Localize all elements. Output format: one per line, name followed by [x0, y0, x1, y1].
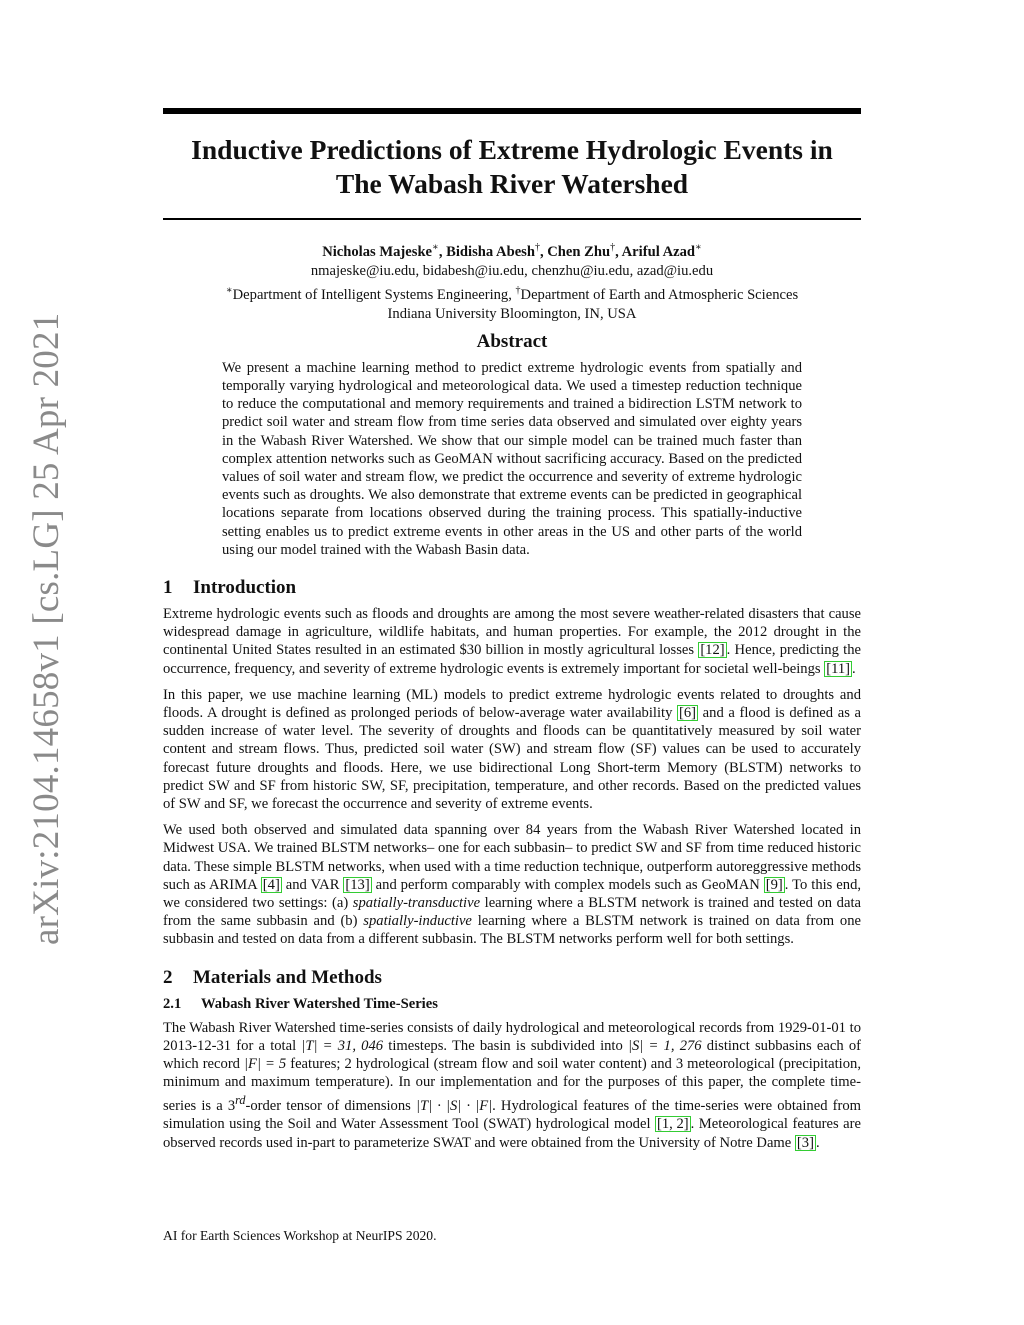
text-run: and VAR — [281, 876, 344, 893]
author-emails: nmajeske@iu.edu, bidabesh@iu.edu, chenzhu@iu.edu, azad@iu.edu — [310, 262, 714, 279]
abstract-text: We present a machine learning method to predict extreme hydrologic events from spatially and temporally varying hydrological and meteorological data. We used a timestep reduction technique to reduce the computational and memory requirements and trained a bidirection LSTM network to predict soil water and stream flow from time series data observed and simulated over eighty years in the Wabash River Watershed. We show that our simple model can be trained much faster than complex attention networks such as GeoMAN without sacrificing accuracy. Based on the predicted values of soil water and stream flow, we predict the occurrence and severity of extreme hydrologic events such as droughts. We also demonstrate that extreme events can be predicted in geographical locations separate from locations observed during the training process. This spatially-inductive setting enables us to predict extreme events in other areas in the US and other parts of the world using our model trained with the Wabash Basin data. — [222, 359, 802, 558]
section-1-number: 1 — [163, 576, 173, 598]
math-superscript: rd — [235, 1093, 246, 1108]
author-4: Ariful Azad — [621, 243, 696, 260]
math-expression: 3 — [227, 1098, 236, 1115]
author-3: Chen Zhu — [547, 243, 611, 260]
section-1-heading — [163, 577, 861, 599]
title-line-1: Inductive Predictions of Extreme Hydrologic Events in — [191, 134, 833, 165]
affiliation-mark-2: † — [515, 284, 521, 296]
text-run: The Wabash River Watershed time-series consists of daily hydrological and meteorological records from 1929-01-01 to 2013-12-31 for a total — [163, 1019, 861, 1054]
subsection-2-1-title: Wabash River Watershed Time-Series — [201, 995, 438, 1012]
author-4-mark: ∗ — [695, 242, 702, 253]
methods-paragraph-1 — [163, 1019, 861, 1152]
citation-link[interactable]: [13] — [345, 876, 370, 893]
text-run: learning where a BLSTM network is trained on data from one subbasin and tested on data from a different subbasin. The BLSTM networks perform well for both settings. — [163, 913, 861, 948]
citation-link[interactable]: [1, 2] — [657, 1116, 689, 1133]
section-2-heading — [163, 967, 861, 989]
citation-link[interactable]: [11] — [826, 660, 850, 677]
citation-link[interactable]: [6] — [679, 704, 697, 721]
intro-paragraph-2 — [163, 686, 861, 813]
affiliation-mark-1: ∗ — [225, 284, 233, 296]
author-university: Indiana University Bloomington, IN, USA — [387, 305, 637, 322]
author-1-mark: ∗ — [432, 242, 439, 253]
text-run: and perform comparably with complex models such as GeoMAN — [371, 876, 764, 893]
intro-paragraph-1 — [163, 605, 861, 678]
abstract-heading: Abstract — [476, 330, 548, 352]
math-expression: |F| = 5 — [244, 1056, 287, 1073]
title-bottom-rule — [163, 218, 861, 220]
title-top-rule — [163, 108, 861, 114]
text-run: timesteps. The basin is subdivided into — [383, 1037, 628, 1054]
text-run: . — [815, 1134, 820, 1151]
arxiv-identifier-stamp: arXiv:2104.14658v1 [cs.LG] 25 Apr 2021 — [26, 312, 67, 945]
subsection-2-1-number: 2.1 — [163, 995, 182, 1012]
math-expression: |S| = 1, 276 — [627, 1037, 702, 1054]
text-run: . Hydrological features of the time-series were obtained from simulation using the Soil and Water Assessment Tool (SWAT) hydrological model — [163, 1098, 861, 1133]
paper-title — [163, 133, 861, 201]
math-expression: |T| = 31, 046 — [301, 1037, 384, 1054]
author-1: Nicholas Majeske — [322, 243, 433, 260]
section-2-number: 2 — [163, 966, 173, 988]
emphasis-term: spatially-inductive — [363, 913, 472, 930]
subsection-2-1-heading — [163, 995, 861, 1013]
intro-paragraph-3 — [163, 821, 861, 948]
author-affiliations — [163, 281, 861, 305]
emphasis-term: spatially-transductive — [352, 895, 481, 911]
text-run: features; 2 hydrological (stream flow and soil water content) and 3 meteorological (precipitation, minimum and maximum temperature). In our implementation and for the purposes of this paper, the complete time-series is a — [163, 1056, 861, 1115]
citation-link[interactable]: [9] — [765, 876, 783, 893]
text-run: . Meteorological features are observed records used in-part to parameterize SWAT and were obtained from the University of Notre Dame — [163, 1116, 861, 1151]
author-names: Nicholas Majeske∗, Bidisha Abesh†, Chen Zhu†, Ariful Azad∗ — [322, 242, 702, 260]
text-run: . — [851, 660, 856, 677]
workshop-footnote: AI for Earth Sciences Workshop at NeurIPS 2020. — [163, 1228, 437, 1243]
affiliation-1: Department of Intelligent Systems Engineering, — [232, 286, 516, 303]
author-2: Bidisha Abesh — [446, 243, 535, 260]
text-run: Extreme hydrologic events such as floods and droughts are among the most severe weather-related disasters that cause widespread damage in agriculture, wildlife habitats, and human properties. For example, the 2012 drought in the continental United States resulted in an estimated $30 billion in mostly agricultural losses — [163, 605, 861, 659]
text-run: . Hence, predicting the occurrence, frequency, and severity of extreme hydrologic events is extremely important for societal well-beings — [163, 642, 861, 677]
affiliation-2: Department of Earth and Atmospheric Sciences — [520, 286, 799, 303]
section-2-title: Materials and Methods — [193, 966, 382, 988]
section-1-title: Introduction — [193, 576, 297, 598]
author-2-mark: † — [534, 242, 540, 253]
text-run: distinct subbasins each of which record — [163, 1037, 862, 1073]
text-run: In this paper, we use machine learning (ML) models to predict extreme hydrologic events related to droughts and floods. A drought is defined as prolonged periods of below-average water availability — [163, 686, 861, 721]
author-3-mark: † — [610, 242, 616, 253]
paper-page — [163, 108, 861, 1160]
math-expression: |T| · |S| · |F| — [415, 1098, 493, 1115]
text-run: -order tensor of dimensions — [245, 1098, 416, 1115]
text-run: . To this end, we considered two settings: (a) — [163, 876, 862, 911]
author-block — [163, 238, 861, 324]
text-run: We used both observed and simulated data spanning over 84 years from the Wabash River Watershed located in Midwest USA. We trained BLSTM networks– one for each subbasin– to predict SW and SF from time reduced historic data. These simple BLSTM networks, when used with a time reduction technique, outperform autoreggressive methods such as ARIMA — [163, 822, 861, 893]
citation-link[interactable]: [4] — [262, 876, 280, 893]
citation-link[interactable]: [12] — [700, 642, 725, 659]
text-run: and a flood is defined as a sudden increase of water level. The severity of droughts and floods can be quantitatively measured by soil water content and stream flows. Thus, predicted soil water (SW) and stream flow (SF) values can be used to accurately forecast future droughts and floods. Here, we use bidirectional Long Short-term Memory (BLSTM) networks to predict SW and SF from historic SW, SF, precipitation, temperature, and other records. Based on the predicted values of SW and SF, we forecast the occurrence and severity of extreme events. — [163, 704, 861, 812]
citation-link[interactable]: [3] — [796, 1134, 814, 1151]
text-run: learning where a BLSTM network is trained and tested on data from the same subbasin and (b) — [163, 895, 861, 930]
title-line-2: The Wabash River Watershed — [335, 168, 689, 199]
